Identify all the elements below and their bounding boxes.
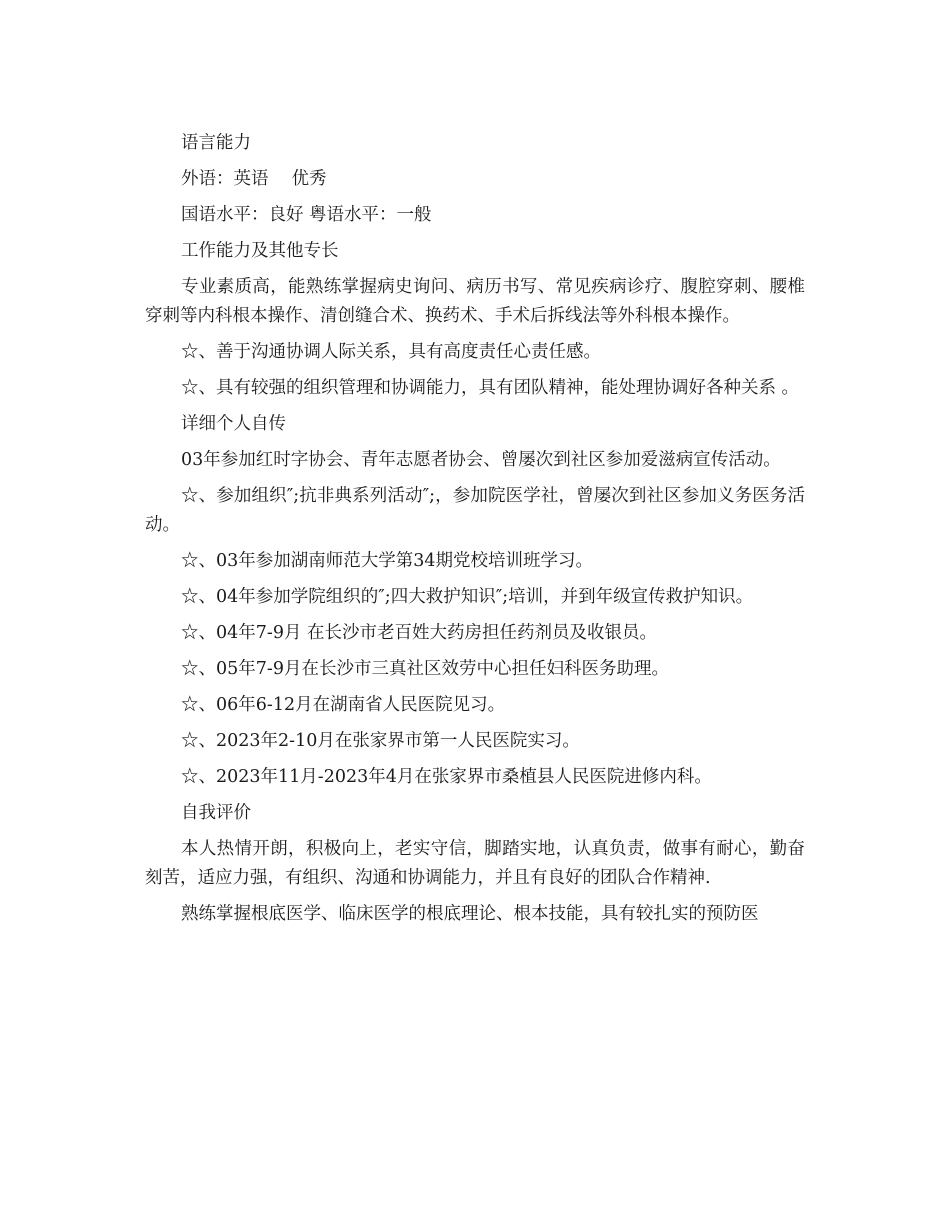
bullet-provincial-hospital: ☆、06年6-12月在湖南省人民医院见习。 xyxy=(181,695,506,715)
paragraph-self-evaluation: 本人热情开朗，积极向上，老实守信，脚踏实地，认真负责，做事有耐心，勤奋刻苦，适应力强，有组织、沟通和协调能力，并且有良好的团队合作精神. xyxy=(145,839,805,888)
paragraph-red-cross: 03年参加红时字协会、青年志愿者协会、曾屡次到社区参加爱滋病宣传活动。 xyxy=(181,450,781,470)
bullet-organization: ☆、具有较强的组织管理和协调能力，具有团队精神，能处理协调好各种关系 。 xyxy=(181,378,800,398)
heading-language-ability: 语言能力 xyxy=(181,133,251,153)
bullet-communication: ☆、善于沟通协调人际关系，具有高度责任心责任感。 xyxy=(181,342,601,362)
bullet-sars-activity: ☆、参加组织″;抗非典系列活动″;，参加院医学社，曾屡次到社区参加义务医务活动。 xyxy=(145,486,805,535)
dialect-level-line: 国语水平：良好 粤语水平：一般 xyxy=(181,205,432,225)
heading-autobiography: 详细个人自传 xyxy=(181,414,286,434)
heading-work-ability: 工作能力及其他专长 xyxy=(181,241,339,261)
bullet-community-center: ☆、05年7-9月在长沙市三真社区效劳中心担任妇科医务助理。 xyxy=(181,659,669,679)
bullet-internship: ☆、2023年2-10月在张家界市第一人民医院实习。 xyxy=(181,731,580,751)
foreign-language-line: 外语：英语 优秀 xyxy=(181,169,327,189)
bullet-advanced-study: ☆、2023年11月-2023年4月在张家界市桑植县人民医院进修内科。 xyxy=(181,767,712,787)
heading-self-evaluation: 自我评价 xyxy=(181,803,251,823)
paragraph-medical-knowledge: 熟练掌握根底医学、临床医学的根底理论、根本技能，具有较扎实的预防医 xyxy=(181,904,759,924)
bullet-pharmacy: ☆、04年7-9月 在长沙市老百姓大药房担任药剂员及收银员。 xyxy=(181,623,658,643)
bullet-first-aid: ☆、04年参加学院组织的″;四大救护知识″;培训，并到年级宣传救护知识。 xyxy=(181,587,754,607)
document-body xyxy=(145,129,805,936)
bullet-party-school: ☆、03年参加湖南师范大学第34期党校培训班学习。 xyxy=(181,551,594,571)
paragraph-professional-skills: 专业素质高，能熟练掌握病史询问、病历书写、常见疾病诊疗、腹腔穿刺、腰椎穿刺等内科根本操作、清创缝合术、换药术、手术后拆线法等外科根本操作。 xyxy=(145,277,805,326)
